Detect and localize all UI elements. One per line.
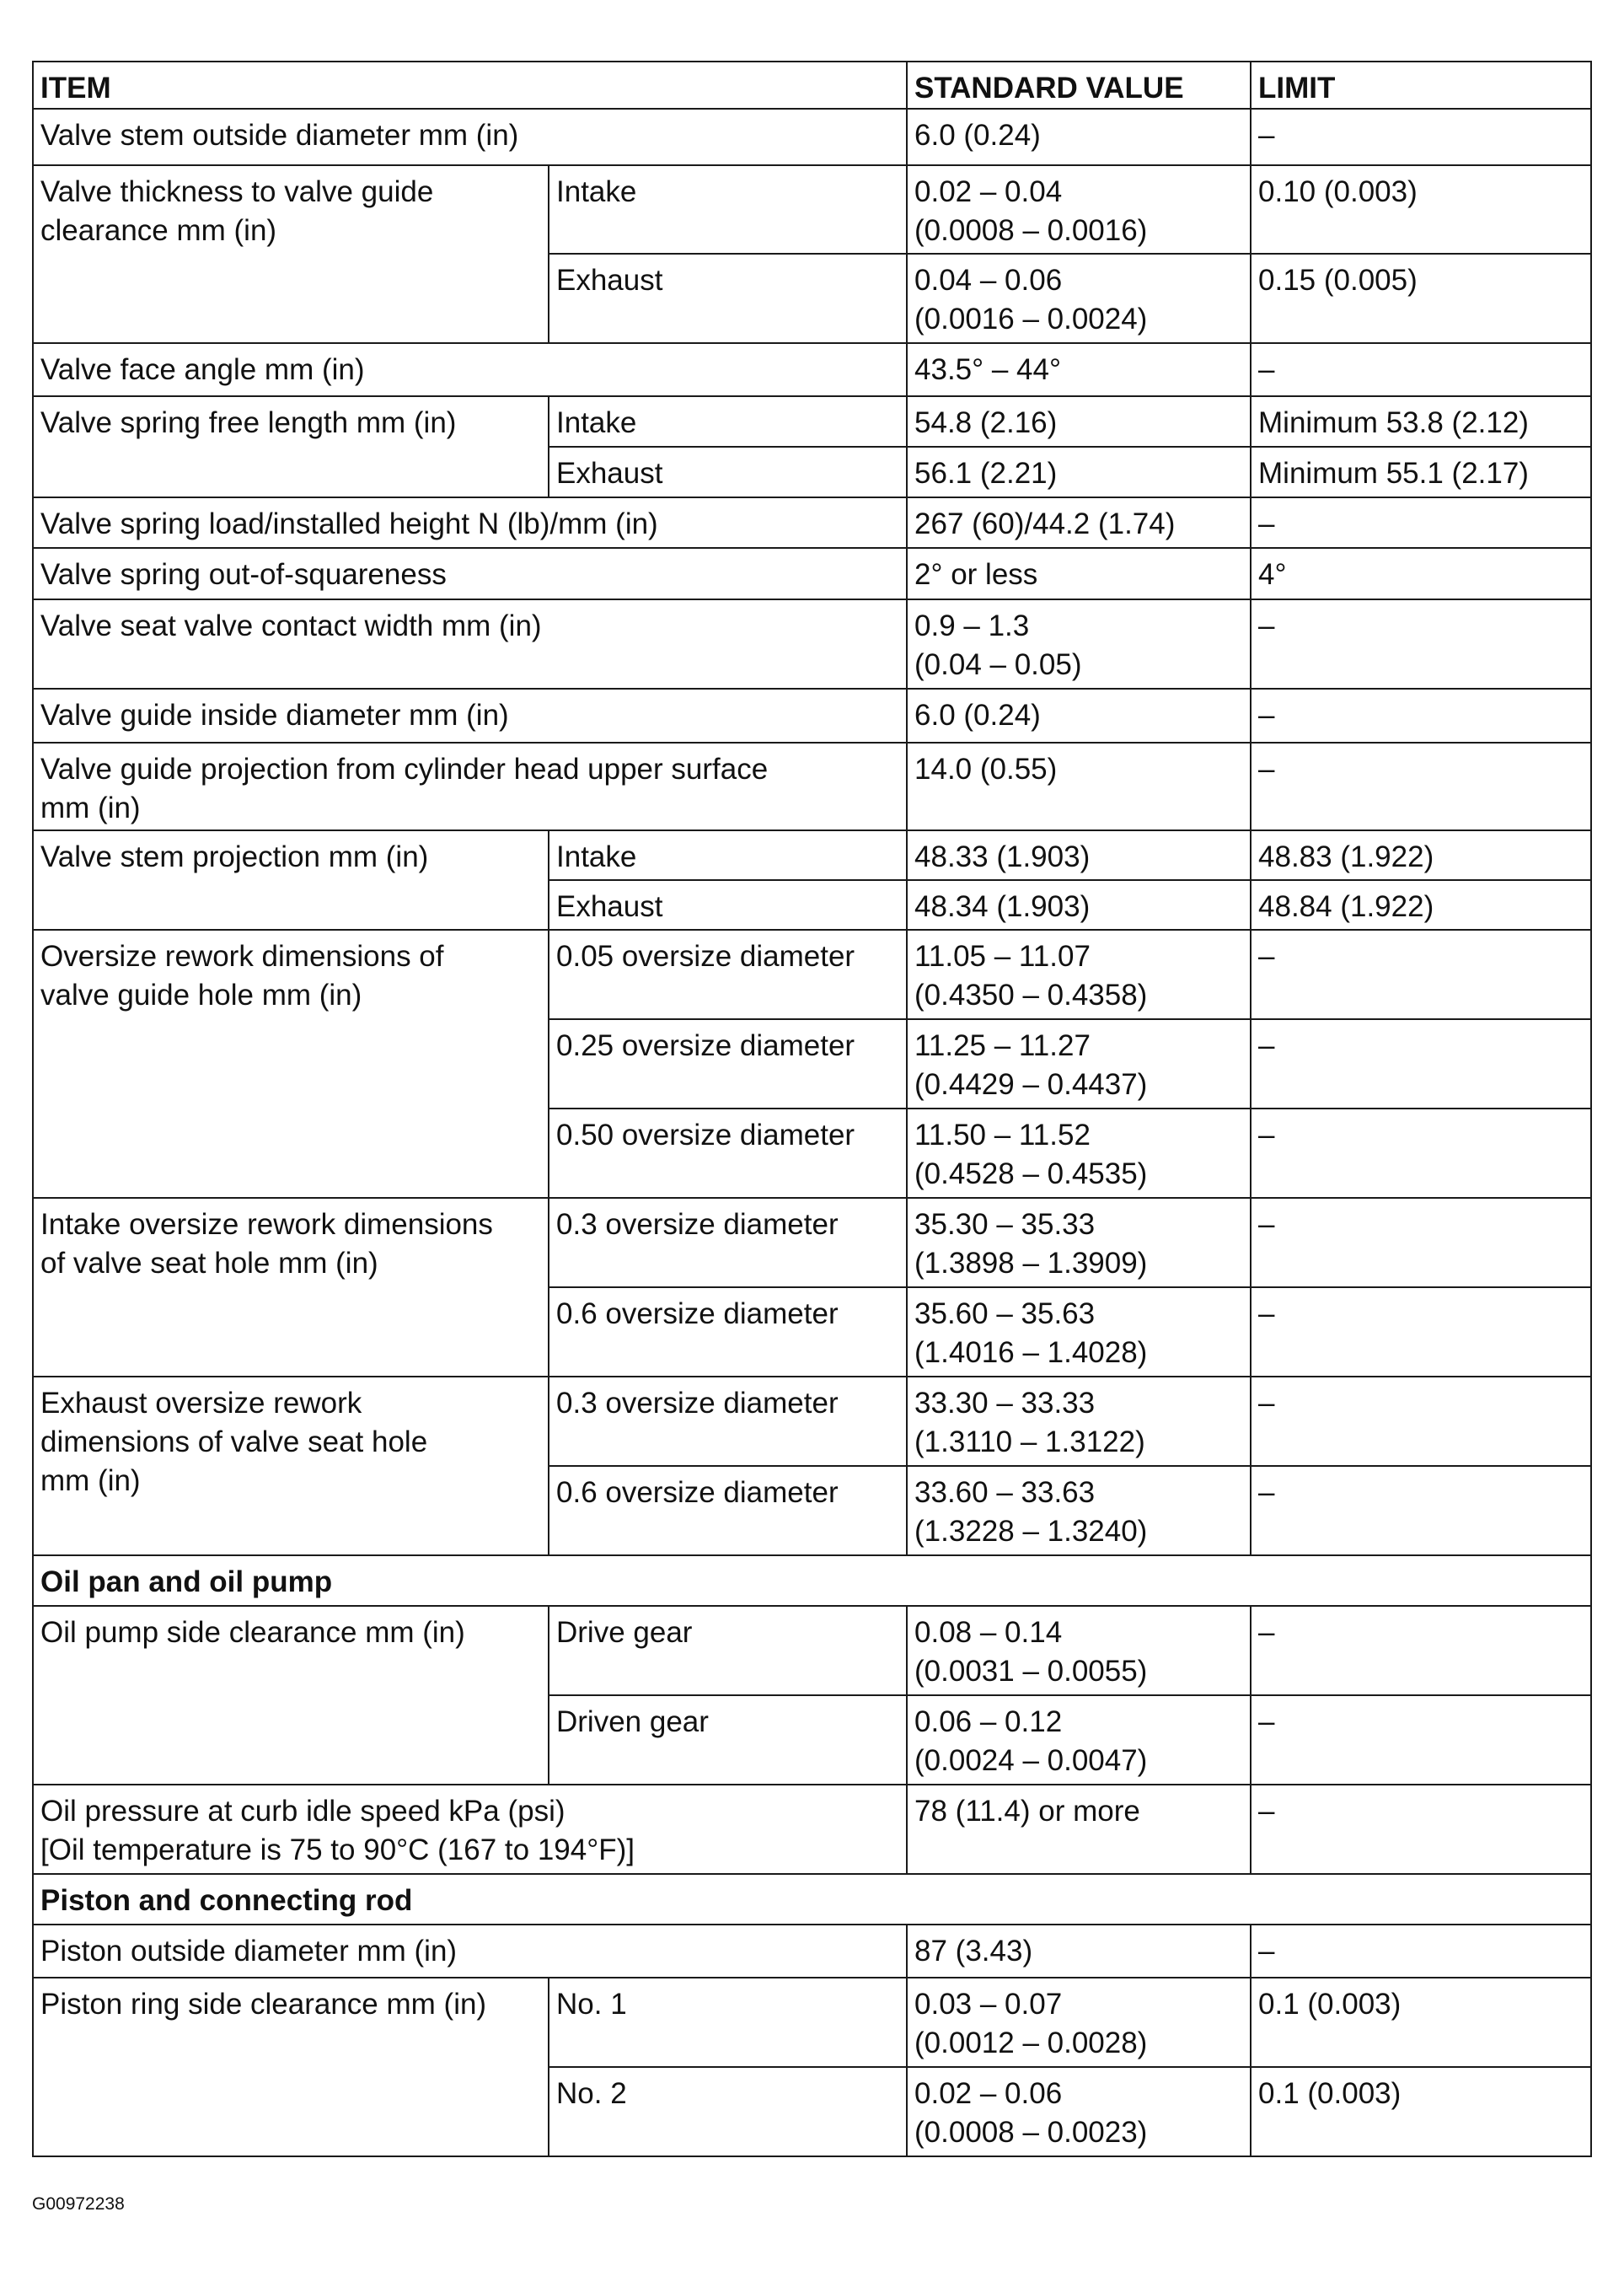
standard-cell: 87 (3.43) <box>907 1925 1251 1978</box>
item-cell: Oversize rework dimensions of valve guide hole mm (in) <box>33 930 549 1198</box>
sub-item-cell: Intake <box>549 830 907 880</box>
limit-cell: 0.1 (0.003) <box>1251 1978 1591 2067</box>
item-cell: Valve spring free length mm (in) <box>33 396 549 497</box>
item-cell: Valve guide inside diameter mm (in) <box>33 689 907 743</box>
header-row <box>33 62 1591 109</box>
standard-cell: 0.08 – 0.14 (0.0031 – 0.0055) <box>907 1606 1251 1695</box>
table-row <box>33 1978 1591 2067</box>
table-row <box>33 343 1591 396</box>
standard-cell: 11.05 – 11.07 (0.4350 – 0.4358) <box>907 930 1251 1019</box>
standard-cell: 0.9 – 1.3 (0.04 – 0.05) <box>907 599 1251 689</box>
limit-cell: – <box>1251 1925 1591 1978</box>
item-cell: Valve stem outside diameter mm (in) <box>33 109 907 165</box>
table-row <box>33 1925 1591 1978</box>
sub-item-cell: Drive gear <box>549 1606 907 1695</box>
limit-cell: 0.1 (0.003) <box>1251 2067 1591 2156</box>
standard-cell: 6.0 (0.24) <box>907 109 1251 165</box>
sub-item-cell: 0.6 oversize diameter <box>549 1466 907 1555</box>
table-row <box>33 1785 1591 1874</box>
limit-cell: – <box>1251 1695 1591 1785</box>
limit-cell: 0.15 (0.005) <box>1251 254 1591 343</box>
item-cell: Oil pump side clearance mm (in) <box>33 1606 549 1785</box>
table-row <box>33 743 1591 830</box>
standard-cell: 0.02 – 0.04 (0.0008 – 0.0016) <box>907 165 1251 254</box>
standard-cell: 48.33 (1.903) <box>907 830 1251 880</box>
sub-item-cell: 0.3 oversize diameter <box>549 1377 907 1466</box>
sub-item-cell: Intake <box>549 396 907 447</box>
standard-cell: 0.03 – 0.07 (0.0012 – 0.0028) <box>907 1978 1251 2067</box>
limit-cell: – <box>1251 343 1591 396</box>
sub-item-cell: 0.50 oversize diameter <box>549 1109 907 1198</box>
limit-cell: – <box>1251 689 1591 743</box>
standard-cell: 267 (60)/44.2 (1.74) <box>907 497 1251 548</box>
standard-cell: 11.25 – 11.27 (0.4429 – 0.4437) <box>907 1019 1251 1109</box>
table-row <box>33 689 1591 743</box>
sub-item-cell: 0.3 oversize diameter <box>549 1198 907 1287</box>
sub-item-cell: 0.25 oversize diameter <box>549 1019 907 1109</box>
table-row <box>33 1198 1591 1287</box>
limit-cell: – <box>1251 1198 1591 1287</box>
limit-cell: – <box>1251 1109 1591 1198</box>
standard-cell: 0.04 – 0.06 (0.0016 – 0.0024) <box>907 254 1251 343</box>
limit-cell: – <box>1251 1377 1591 1466</box>
limit-cell: 0.10 (0.003) <box>1251 165 1591 254</box>
sub-item-cell: Exhaust <box>549 447 907 497</box>
limit-cell: – <box>1251 599 1591 689</box>
table-row <box>33 930 1591 1019</box>
limit-cell: Minimum 53.8 (2.12) <box>1251 396 1591 447</box>
standard-cell: 14.0 (0.55) <box>907 743 1251 830</box>
section-row <box>33 1874 1591 1925</box>
header-item: ITEM <box>33 62 907 109</box>
section-heading: Oil pan and oil pump <box>33 1555 1591 1606</box>
sub-item-cell: Driven gear <box>549 1695 907 1785</box>
standard-cell: 35.60 – 35.63 (1.4016 – 1.4028) <box>907 1287 1251 1377</box>
standard-cell: 56.1 (2.21) <box>907 447 1251 497</box>
standard-cell: 35.30 – 35.33 (1.3898 – 1.3909) <box>907 1198 1251 1287</box>
limit-cell: – <box>1251 1019 1591 1109</box>
table-row <box>33 396 1591 447</box>
section-row <box>33 1555 1591 1606</box>
limit-cell: 48.84 (1.922) <box>1251 880 1591 930</box>
item-cell: Valve spring load/installed height N (lb)/mm (in) <box>33 497 907 548</box>
standard-cell: 78 (11.4) or more <box>907 1785 1251 1874</box>
limit-cell: 4° <box>1251 548 1591 599</box>
table-row <box>33 165 1591 254</box>
sub-item-cell: Exhaust <box>549 254 907 343</box>
limit-cell: Minimum 55.1 (2.17) <box>1251 447 1591 497</box>
item-cell: Intake oversize rework dimensions of valve seat hole mm (in) <box>33 1198 549 1377</box>
table-row <box>33 830 1591 880</box>
section-heading: Piston and connecting rod <box>33 1874 1591 1925</box>
limit-cell: – <box>1251 497 1591 548</box>
header-standard-value: STANDARD VALUE <box>907 62 1251 109</box>
standard-cell: 6.0 (0.24) <box>907 689 1251 743</box>
sub-item-cell: No. 2 <box>549 2067 907 2156</box>
table-row <box>33 599 1591 689</box>
table-row <box>33 109 1591 165</box>
table-row <box>33 497 1591 548</box>
sub-item-cell: No. 1 <box>549 1978 907 2067</box>
table-row <box>33 1377 1591 1466</box>
standard-cell: 0.06 – 0.12 (0.0024 – 0.0047) <box>907 1695 1251 1785</box>
limit-cell: – <box>1251 743 1591 830</box>
item-cell: Valve face angle mm (in) <box>33 343 907 396</box>
limit-cell: – <box>1251 1287 1591 1377</box>
item-cell: Oil pressure at curb idle speed kPa (psi) [Oil temperature is 75 to 90°C (167 to 194°F)] <box>33 1785 907 1874</box>
item-cell: Piston ring side clearance mm (in) <box>33 1978 549 2156</box>
sub-item-cell: Exhaust <box>549 880 907 930</box>
sub-item-cell: 0.6 oversize diameter <box>549 1287 907 1377</box>
standard-cell: 2° or less <box>907 548 1251 599</box>
figure-code: G00972238 <box>32 2194 125 2214</box>
item-cell: Valve seat valve contact width mm (in) <box>33 599 907 689</box>
item-cell: Valve spring out-of-squareness <box>33 548 907 599</box>
item-cell: Valve guide projection from cylinder head upper surface mm (in) <box>33 743 907 830</box>
limit-cell: – <box>1251 1785 1591 1874</box>
standard-cell: 48.34 (1.903) <box>907 880 1251 930</box>
standard-cell: 43.5° – 44° <box>907 343 1251 396</box>
standard-cell: 33.30 – 33.33 (1.3110 – 1.3122) <box>907 1377 1251 1466</box>
standard-cell: 54.8 (2.16) <box>907 396 1251 447</box>
item-cell: Valve thickness to valve guide clearance mm (in) <box>33 165 549 343</box>
sub-item-cell: Intake <box>549 165 907 254</box>
item-cell: Valve stem projection mm (in) <box>33 830 549 930</box>
limit-cell: – <box>1251 930 1591 1019</box>
sub-item-cell: 0.05 oversize diameter <box>549 930 907 1019</box>
table-row <box>33 1606 1591 1695</box>
limit-cell: 48.83 (1.922) <box>1251 830 1591 880</box>
standard-cell: 33.60 – 33.63 (1.3228 – 1.3240) <box>907 1466 1251 1555</box>
limit-cell: – <box>1251 109 1591 165</box>
limit-cell: – <box>1251 1466 1591 1555</box>
table-row <box>33 548 1591 599</box>
specifications-table <box>32 61 1592 2157</box>
item-cell: Exhaust oversize rework dimensions of valve seat hole mm (in) <box>33 1377 549 1555</box>
limit-cell: – <box>1251 1606 1591 1695</box>
standard-cell: 11.50 – 11.52 (0.4528 – 0.4535) <box>907 1109 1251 1198</box>
standard-cell: 0.02 – 0.06 (0.0008 – 0.0023) <box>907 2067 1251 2156</box>
item-cell: Piston outside diameter mm (in) <box>33 1925 907 1978</box>
header-limit: LIMIT <box>1251 62 1591 109</box>
